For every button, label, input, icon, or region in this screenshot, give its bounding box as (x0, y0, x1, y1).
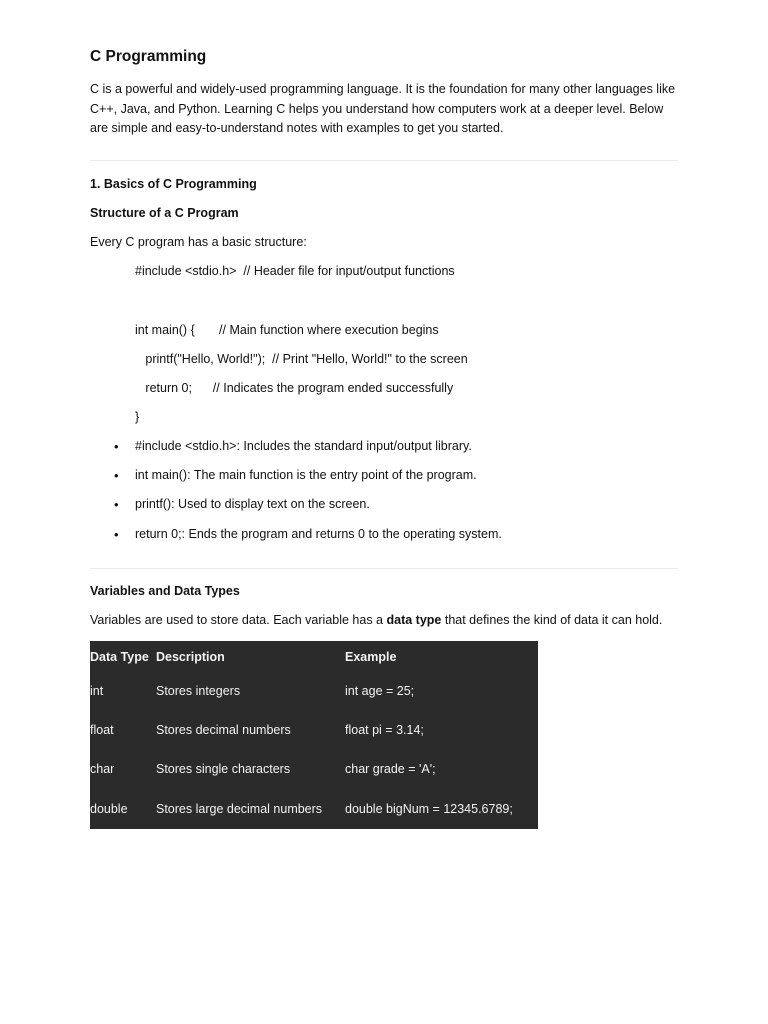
table-cell: Stores decimal numbers (156, 723, 291, 738)
lead-text: Variables are used to store data. Each variable has a (90, 613, 387, 627)
table-row (90, 671, 538, 710)
intro-paragraph: C is a powerful and widely-used programming language. It is the foundation for many other languages like C++, Java, and Python. Learning C helps you understand how computers work at a deeper level. Below are simple and easy-to-understand notes with examples to get you started. (90, 82, 676, 135)
table-cell: Stores large decimal numbers (156, 801, 323, 816)
table-row (90, 710, 538, 749)
list-item: printf(): Used to display text on the screen. (135, 497, 370, 511)
table-cell: Stores single characters (156, 762, 291, 777)
bullet-marker: • (114, 439, 119, 454)
data-types-table (90, 641, 538, 829)
section-divider (90, 568, 678, 569)
table-cell: int age = 25; (345, 683, 415, 698)
table-cell: float pi = 3.14; (345, 723, 424, 738)
lead-text: that defines the kind of data it can hold. (441, 613, 663, 627)
section-heading-variables: Variables and Data Types (90, 584, 240, 598)
code-line: return 0; // Indicates the program ended successfully (135, 381, 454, 395)
table-header-row (90, 641, 538, 671)
list-item: int main(): The main function is the entry point of the program. (135, 468, 477, 482)
bullet-marker: • (114, 468, 119, 483)
code-line: int main() { // Main function where execution begins (135, 323, 439, 337)
table-cell: double (90, 801, 128, 816)
column-header: Example (345, 649, 397, 664)
code-line: } (135, 410, 140, 424)
list-item: #include <stdio.h>: Includes the standard input/output library. (135, 439, 472, 453)
column-header: Description (156, 649, 225, 664)
bullet-marker: • (114, 527, 119, 542)
table-cell: int (90, 683, 104, 698)
column-header: Data Type (90, 649, 149, 664)
bullet-marker: • (114, 497, 119, 512)
section-heading-basics: 1. Basics of C Programming (90, 177, 257, 191)
table-cell: float (90, 723, 114, 738)
structure-lead-text: Every C program has a basic structure: (90, 235, 307, 249)
code-line: #include <stdio.h> // Header file for input/output functions (135, 264, 455, 278)
table-cell: Stores integers (156, 683, 241, 698)
table-cell: double bigNum = 12345.6789; (345, 801, 513, 816)
code-line: printf("Hello, World!"); // Print "Hello, World!" to the screen (135, 352, 468, 366)
table-row (90, 789, 538, 828)
section-divider (90, 160, 678, 161)
variables-lead-text (90, 613, 662, 627)
lead-bold-text: data type (386, 613, 442, 627)
table-cell: char grade = 'A'; (345, 762, 436, 777)
page-title: C Programming (90, 48, 207, 65)
list-item: return 0;: Ends the program and returns 0 to the operating system. (135, 527, 502, 541)
table-cell: char (90, 762, 115, 777)
subheading-structure: Structure of a C Program (90, 206, 239, 220)
table-row (90, 750, 538, 789)
